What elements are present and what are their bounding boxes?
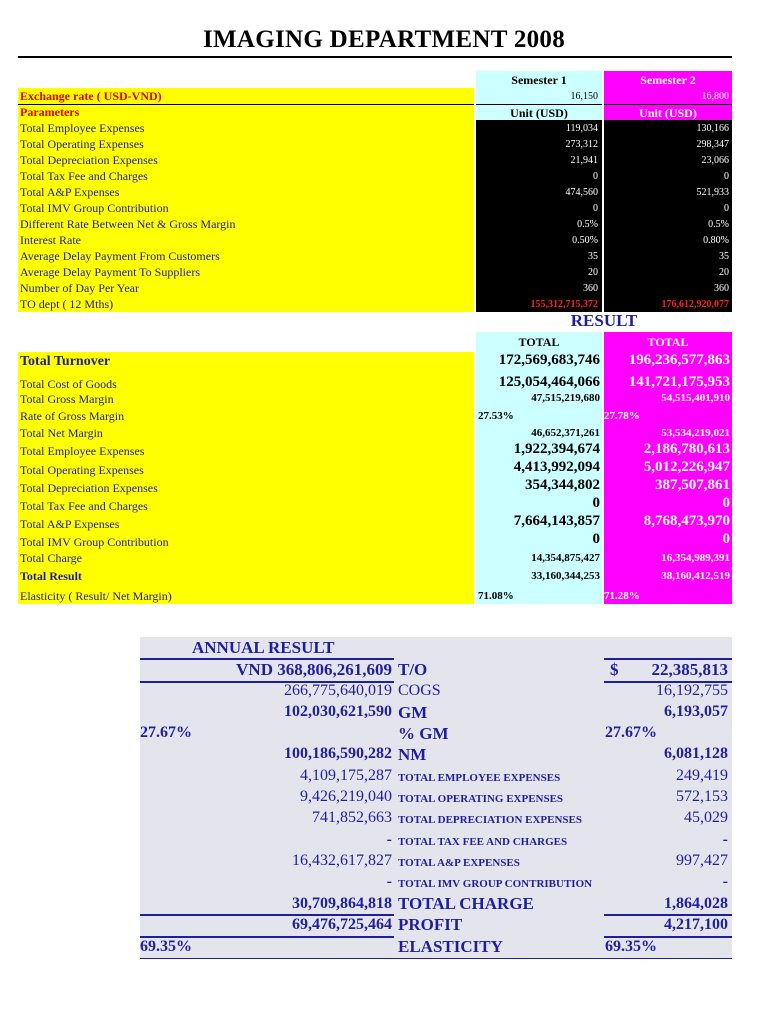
- annual-vnd: 102,030,621,590: [284, 703, 392, 720]
- annual-vnd: 741,852,663: [312, 809, 392, 826]
- annual-label: PROFIT: [398, 915, 463, 934]
- exchange-rate-s2: 16,800: [604, 89, 732, 105]
- result-s1: 0: [592, 495, 600, 511]
- annual-label: TOTAL EMPLOYEE EXPENSES: [398, 772, 561, 784]
- result-s1: 4,413,992,094: [513, 459, 600, 475]
- result-s2: 54,515,401,910: [661, 392, 730, 404]
- annual-label: TOTAL TAX FEE AND CHARGES: [398, 836, 568, 848]
- result-s2: 0: [722, 531, 730, 547]
- annual-vnd: 69.35%: [140, 938, 192, 955]
- result-label: Total Turnover: [20, 354, 111, 369]
- parameters-label: Parameters: [18, 104, 474, 120]
- param-s2: 0: [724, 171, 729, 182]
- result-label: Total Gross Margin: [20, 392, 114, 406]
- result-label: Rate of Gross Margin: [20, 409, 125, 423]
- param-s1: 21,941: [570, 155, 598, 166]
- title-underline: [18, 56, 732, 58]
- annual-usd: 27.67%: [605, 724, 657, 741]
- param-s1: 119,034: [565, 123, 598, 134]
- total-header-s1: TOTAL: [476, 332, 602, 352]
- param-s2: 20: [719, 267, 729, 278]
- to-dept-s2: 176,612,920,077: [661, 299, 729, 310]
- annual-vnd: 27.67%: [140, 724, 192, 741]
- result-s2: 38,160,412,519: [661, 570, 730, 582]
- param-label: Total IMV Group Contribution: [20, 201, 169, 215]
- result-label: Total Depreciation Expenses: [20, 481, 158, 495]
- result-s2: 141,721,175,953: [628, 374, 730, 390]
- annual-currency: $: [610, 660, 619, 679]
- result-s1: 46,652,371,261: [531, 427, 600, 439]
- result-label: Total Net Margin: [20, 426, 103, 440]
- annual-label: TOTAL A&P EXPENSES: [398, 857, 520, 869]
- annual-vnd: VND 368,806,261,609: [236, 660, 392, 679]
- param-s1: 35: [588, 251, 598, 262]
- annual-usd: 1,864,028: [664, 895, 728, 912]
- total-header-s2: TOTAL: [604, 332, 732, 352]
- param-label: Total Operating Expenses: [20, 137, 144, 151]
- exchange-rate-label: Exchange rate ( USD-VND): [18, 88, 474, 104]
- result-s2: 196,236,577,863: [628, 352, 730, 368]
- param-s2: 360: [714, 283, 729, 294]
- to-dept-label: TO dept ( 12 Mths): [20, 297, 114, 311]
- annual-label: TOTAL OPERATING EXPENSES: [398, 793, 564, 805]
- unit-s2: Unit (USD): [604, 104, 732, 121]
- result-s1: 125,054,464,066: [498, 374, 600, 390]
- to-dept-s1: 155,312,715,372: [530, 299, 598, 310]
- result-label: Total IMV Group Contribution: [20, 535, 169, 549]
- param-label: Total Tax Fee and Charges: [20, 169, 148, 183]
- result-label: Total Tax Fee and Charges: [20, 499, 148, 513]
- parameters-divider: [18, 104, 474, 105]
- param-label: Total Depreciation Expenses: [20, 153, 158, 167]
- annual-vnd: -: [386, 873, 392, 890]
- annual-vnd: 4,109,175,287: [300, 767, 392, 784]
- param-label: Number of Day Per Year: [20, 281, 139, 295]
- result-s1: 47,515,219,680: [531, 392, 600, 404]
- param-s1: 0: [593, 203, 598, 214]
- annual-usd: 6,193,057: [664, 703, 728, 720]
- param-label: Average Delay Payment To Suppliers: [20, 265, 201, 279]
- annual-usd: 16,192,755: [656, 682, 728, 699]
- annual-usd: 997,427: [676, 852, 728, 869]
- result-label: Total A&P Expenses: [20, 517, 120, 531]
- result-s2: 8,768,473,970: [643, 513, 730, 529]
- param-s2: 23,066: [701, 155, 729, 166]
- result-s2: 387,507,861: [655, 477, 730, 493]
- annual-bottom-rule: [140, 958, 732, 959]
- result-s2: 53,534,219,021: [661, 427, 730, 439]
- annual-vnd: 100,186,590,282: [284, 745, 392, 762]
- annual-label: % GM: [398, 724, 449, 743]
- result-s2: 71.28%: [604, 590, 640, 602]
- result-s1: 14,354,875,427: [531, 552, 600, 564]
- result-s2: 0: [722, 495, 730, 511]
- annual-usd: 69.35%: [605, 938, 657, 955]
- annual-usd: 6,081,128: [664, 745, 728, 762]
- annual-vnd: 30,709,864,818: [292, 895, 392, 912]
- param-s1: 360: [583, 283, 598, 294]
- exchange-rate-s1: 16,150: [476, 89, 602, 105]
- annual-label: COGS: [398, 682, 441, 699]
- result-s1: 1,922,394,674: [513, 441, 600, 457]
- annual-usd: -: [722, 831, 728, 848]
- annual-usd: 4,217,100: [664, 916, 728, 933]
- param-s1: 0.5%: [577, 219, 598, 230]
- annual-vnd: 266,775,640,019: [284, 682, 392, 699]
- result-label: Total Cost of Goods: [20, 377, 117, 391]
- result-s1: 7,664,143,857: [513, 513, 600, 529]
- param-label: Total Employee Expenses: [20, 121, 145, 135]
- result-s2: 2,186,780,613: [643, 441, 730, 457]
- annual-vnd: 16,432,617,827: [292, 852, 392, 869]
- annual-label: ELASTICITY: [398, 937, 503, 956]
- annual-label: GM: [398, 703, 428, 722]
- result-s1: 0: [592, 531, 600, 547]
- annual-usd: 22,385,813: [651, 660, 728, 679]
- annual-label: TOTAL CHARGE: [398, 894, 534, 913]
- unit-s1: Unit (USD): [476, 104, 602, 121]
- annual-usd: 249,419: [676, 767, 728, 784]
- annual-vnd: 9,426,219,040: [300, 788, 392, 805]
- param-s2: 35: [719, 251, 729, 262]
- param-label: Average Delay Payment From Customers: [20, 249, 220, 263]
- result-label: Total Charge: [20, 551, 82, 565]
- param-s2: 521,933: [696, 187, 729, 198]
- annual-result-title: ANNUAL RESULT: [192, 638, 335, 657]
- annual-usd: 45,029: [684, 809, 728, 826]
- param-s2: 130,166: [696, 123, 729, 134]
- param-s2: 298,347: [696, 139, 729, 150]
- result-s2: 16,354,989,391: [661, 552, 730, 564]
- param-s1: 0: [593, 171, 598, 182]
- annual-label: TOTAL IMV GROUP CONTRIBUTION: [398, 878, 593, 890]
- result-label: Elasticity ( Result/ Net Margin): [20, 589, 172, 603]
- annual-label: TOTAL DEPRECIATION EXPENSES: [398, 814, 582, 826]
- param-label: Total A&P Expenses: [20, 185, 120, 199]
- annual-label: NM: [398, 745, 427, 764]
- param-s2: 0.80%: [703, 235, 729, 246]
- annual-vnd: 69,476,725,464: [292, 916, 392, 933]
- result-s1: 71.08%: [478, 590, 514, 602]
- param-label: Interest Rate: [20, 233, 81, 247]
- result-s2: 27.78%: [604, 410, 640, 422]
- annual-usd: -: [722, 873, 728, 890]
- result-s1: 33,160,344,253: [531, 570, 600, 582]
- param-s1: 273,312: [565, 139, 598, 150]
- result-s1: 27.53%: [478, 410, 514, 422]
- param-label: Different Rate Between Net & Gross Margin: [20, 217, 236, 231]
- result-s1: 354,344,802: [525, 477, 600, 493]
- annual-label: T/O: [398, 660, 428, 679]
- semester-2-header: Semester 2: [604, 71, 732, 89]
- result-label: Total Result: [20, 569, 82, 583]
- param-s2: 0: [724, 203, 729, 214]
- result-label: Total Employee Expenses: [20, 444, 145, 458]
- param-s1: 0.50%: [572, 235, 598, 246]
- result-title: RESULT: [570, 311, 638, 330]
- param-s2: 0.5%: [708, 219, 729, 230]
- param-s1: 20: [588, 267, 598, 278]
- semester-1-header: Semester 1: [476, 71, 602, 89]
- page-title: IMAGING DEPARTMENT 2008: [202, 26, 566, 53]
- result-s1: 172,569,683,746: [498, 352, 600, 368]
- annual-vnd: -: [386, 831, 392, 848]
- result-label: Total Operating Expenses: [20, 463, 144, 477]
- annual-usd: 572,153: [676, 788, 728, 805]
- param-s1: 474,560: [565, 187, 598, 198]
- result-s2: 5,012,226,947: [643, 459, 730, 475]
